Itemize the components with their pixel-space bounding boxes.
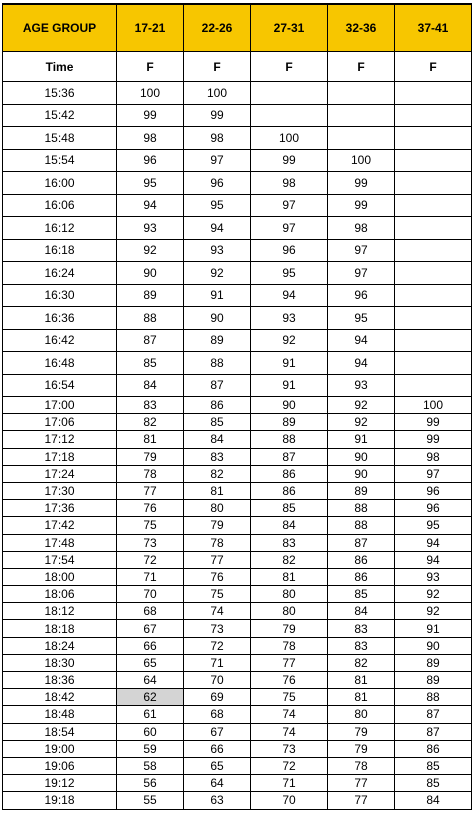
score-cell: 89 [251, 414, 328, 431]
time-cell: 16:18 [3, 239, 117, 262]
table-header [3, 4, 472, 82]
sub-header-f: F [117, 52, 184, 82]
score-cell [395, 284, 472, 307]
table-row [3, 568, 472, 585]
score-cell: 94 [328, 329, 395, 352]
score-cell: 98 [117, 127, 184, 150]
score-cell: 94 [395, 551, 472, 568]
score-cell: 67 [184, 723, 251, 740]
time-cell: 18:30 [3, 654, 117, 671]
table-row [3, 104, 472, 127]
score-cell: 86 [251, 465, 328, 482]
time-column-header: Time [3, 52, 117, 82]
score-cell: 97 [328, 262, 395, 285]
score-cell: 84 [184, 431, 251, 448]
score-cell: 86 [328, 551, 395, 568]
age-group-27-31: 27-31 [251, 4, 328, 52]
score-cell: 94 [395, 534, 472, 551]
table-row [3, 172, 472, 195]
time-cell: 16:12 [3, 217, 117, 240]
score-cell: 85 [395, 775, 472, 792]
table-row [3, 723, 472, 740]
score-cell: 59 [117, 740, 184, 757]
table-row [3, 534, 472, 551]
score-cell: 82 [328, 654, 395, 671]
table-row [3, 82, 472, 105]
table-row [3, 374, 472, 397]
score-cell: 89 [117, 284, 184, 307]
time-cell: 18:18 [3, 620, 117, 637]
score-cell [395, 352, 472, 375]
score-cell: 82 [251, 551, 328, 568]
sub-header-f: F [184, 52, 251, 82]
time-cell: 19:12 [3, 775, 117, 792]
table-row [3, 740, 472, 757]
score-cell: 99 [395, 414, 472, 431]
score-cell: 70 [184, 672, 251, 689]
score-cell: 71 [251, 775, 328, 792]
score-cell: 78 [117, 465, 184, 482]
score-cell: 88 [395, 689, 472, 706]
score-cell: 98 [184, 127, 251, 150]
score-cell: 92 [117, 239, 184, 262]
score-cell: 96 [184, 172, 251, 195]
score-cell [251, 104, 328, 127]
score-cell: 89 [184, 329, 251, 352]
score-cell: 96 [328, 284, 395, 307]
score-cell: 77 [117, 482, 184, 499]
score-cell [328, 127, 395, 150]
score-cell: 74 [251, 723, 328, 740]
score-cell: 80 [328, 706, 395, 723]
score-cell [395, 172, 472, 195]
time-cell: 17:42 [3, 517, 117, 534]
score-cell: 78 [328, 757, 395, 774]
score-cell: 99 [117, 104, 184, 127]
score-cell [395, 374, 472, 397]
time-cell: 15:48 [3, 127, 117, 150]
table-row [3, 757, 472, 774]
score-cell: 87 [395, 706, 472, 723]
score-cell: 98 [395, 448, 472, 465]
score-cell: 82 [117, 414, 184, 431]
time-cell: 16:36 [3, 307, 117, 330]
score-cell: 63 [184, 792, 251, 809]
time-cell: 16:06 [3, 194, 117, 217]
score-cell [395, 104, 472, 127]
score-cell: 77 [328, 775, 395, 792]
score-cell: 66 [117, 637, 184, 654]
score-cell: 87 [184, 374, 251, 397]
score-cell: 84 [395, 792, 472, 809]
time-cell: 18:00 [3, 568, 117, 585]
score-cell: 78 [251, 637, 328, 654]
score-cell: 77 [328, 792, 395, 809]
table-row [3, 706, 472, 723]
score-cell: 94 [117, 194, 184, 217]
table-row [3, 482, 472, 499]
table-row [3, 397, 472, 414]
time-cell: 19:00 [3, 740, 117, 757]
table-row [3, 352, 472, 375]
score-cell [328, 82, 395, 105]
score-cell [395, 262, 472, 285]
score-cell: 91 [395, 620, 472, 637]
score-cell: 100 [117, 82, 184, 105]
table-row [3, 517, 472, 534]
score-cell: 91 [328, 431, 395, 448]
score-cell: 83 [328, 620, 395, 637]
score-cell: 88 [328, 517, 395, 534]
score-cell: 86 [328, 568, 395, 585]
score-cell: 73 [184, 620, 251, 637]
table-row [3, 127, 472, 150]
time-cell: 17:06 [3, 414, 117, 431]
score-cell: 75 [184, 586, 251, 603]
table-row [3, 194, 472, 217]
score-cell: 99 [251, 149, 328, 172]
score-cell: 96 [251, 239, 328, 262]
score-cell: 71 [184, 654, 251, 671]
score-cell: 92 [184, 262, 251, 285]
score-cell: 84 [328, 603, 395, 620]
score-cell: 88 [328, 500, 395, 517]
score-cell: 60 [117, 723, 184, 740]
score-cell: 79 [184, 517, 251, 534]
time-cell: 17:24 [3, 465, 117, 482]
table-row [3, 284, 472, 307]
time-cell: 18:06 [3, 586, 117, 603]
table-body [3, 82, 472, 810]
score-cell: 81 [328, 689, 395, 706]
score-cell: 87 [117, 329, 184, 352]
time-cell: 16:30 [3, 284, 117, 307]
time-cell: 18:54 [3, 723, 117, 740]
score-cell: 93 [328, 374, 395, 397]
table-row [3, 431, 472, 448]
table-row [3, 500, 472, 517]
score-cell: 80 [251, 586, 328, 603]
score-cell: 100 [184, 82, 251, 105]
time-cell: 16:00 [3, 172, 117, 195]
score-cell: 79 [328, 740, 395, 757]
time-cell: 16:54 [3, 374, 117, 397]
score-cell: 87 [251, 448, 328, 465]
score-cell: 74 [251, 706, 328, 723]
time-cell: 19:18 [3, 792, 117, 809]
age-group-score-table [2, 3, 472, 810]
time-cell: 17:48 [3, 534, 117, 551]
score-cell: 97 [328, 239, 395, 262]
time-cell: 16:48 [3, 352, 117, 375]
score-cell: 91 [251, 374, 328, 397]
table-row [3, 307, 472, 330]
score-cell: 85 [328, 586, 395, 603]
table-row [3, 329, 472, 352]
score-cell: 90 [328, 448, 395, 465]
table-row [3, 654, 472, 671]
score-cell [395, 82, 472, 105]
score-cell [395, 239, 472, 262]
score-cell: 92 [395, 586, 472, 603]
score-cell: 62 [117, 689, 184, 706]
score-cell: 72 [117, 551, 184, 568]
score-cell: 100 [251, 127, 328, 150]
score-cell: 83 [117, 397, 184, 414]
score-cell: 70 [117, 586, 184, 603]
time-cell: 17:36 [3, 500, 117, 517]
score-cell: 66 [184, 740, 251, 757]
score-cell: 93 [251, 307, 328, 330]
time-cell: 17:12 [3, 431, 117, 448]
score-cell: 69 [184, 689, 251, 706]
score-cell: 81 [328, 672, 395, 689]
score-cell: 99 [328, 172, 395, 195]
time-cell: 15:54 [3, 149, 117, 172]
table-row [3, 586, 472, 603]
score-cell: 96 [395, 482, 472, 499]
score-cell: 64 [184, 775, 251, 792]
table-row [3, 262, 472, 285]
score-cell: 88 [117, 307, 184, 330]
score-cell: 76 [184, 568, 251, 585]
time-cell: 18:36 [3, 672, 117, 689]
score-cell: 99 [395, 431, 472, 448]
score-cell: 83 [251, 534, 328, 551]
score-cell: 77 [251, 654, 328, 671]
score-cell: 97 [251, 194, 328, 217]
score-cell: 98 [251, 172, 328, 195]
table-row [3, 672, 472, 689]
score-cell: 83 [184, 448, 251, 465]
score-cell: 90 [395, 637, 472, 654]
score-cell: 89 [395, 672, 472, 689]
age-group-22-26: 22-26 [184, 4, 251, 52]
score-cell: 87 [395, 723, 472, 740]
score-cell: 56 [117, 775, 184, 792]
score-cell: 90 [184, 307, 251, 330]
age-group-17-21: 17-21 [117, 4, 184, 52]
score-cell: 75 [117, 517, 184, 534]
score-cell: 93 [117, 217, 184, 240]
time-cell: 18:12 [3, 603, 117, 620]
score-cell: 91 [251, 352, 328, 375]
score-cell: 85 [395, 757, 472, 774]
time-cell: 16:24 [3, 262, 117, 285]
score-cell: 82 [184, 465, 251, 482]
sub-header-f: F [395, 52, 472, 82]
time-cell: 15:36 [3, 82, 117, 105]
score-cell: 95 [117, 172, 184, 195]
score-cell: 79 [251, 620, 328, 637]
score-cell: 76 [251, 672, 328, 689]
table-row [3, 448, 472, 465]
score-cell: 81 [251, 568, 328, 585]
score-cell: 68 [184, 706, 251, 723]
score-cell: 92 [395, 603, 472, 620]
score-cell [251, 82, 328, 105]
score-cell: 100 [328, 149, 395, 172]
score-cell [395, 194, 472, 217]
score-cell: 93 [395, 568, 472, 585]
time-cell: 17:30 [3, 482, 117, 499]
score-cell: 97 [184, 149, 251, 172]
score-cell: 88 [184, 352, 251, 375]
score-cell: 98 [328, 217, 395, 240]
score-cell: 65 [117, 654, 184, 671]
time-cell: 18:48 [3, 706, 117, 723]
score-cell: 73 [251, 740, 328, 757]
score-cell: 90 [117, 262, 184, 285]
score-cell: 68 [117, 603, 184, 620]
score-cell [395, 127, 472, 150]
score-cell [395, 329, 472, 352]
score-cell: 83 [328, 637, 395, 654]
score-cell: 86 [395, 740, 472, 757]
time-cell: 17:54 [3, 551, 117, 568]
score-cell: 91 [184, 284, 251, 307]
table-row [3, 239, 472, 262]
sub-header-f: F [251, 52, 328, 82]
score-cell: 77 [184, 551, 251, 568]
score-cell: 94 [251, 284, 328, 307]
score-cell: 84 [251, 517, 328, 534]
score-cell: 92 [328, 397, 395, 414]
score-cell: 88 [251, 431, 328, 448]
table-row [3, 465, 472, 482]
score-cell: 90 [328, 465, 395, 482]
time-cell: 17:18 [3, 448, 117, 465]
table-row [3, 217, 472, 240]
score-cell: 85 [184, 414, 251, 431]
score-cell [395, 307, 472, 330]
score-cell: 89 [328, 482, 395, 499]
age-group-label: AGE GROUP [3, 4, 117, 52]
sub-header-f: F [328, 52, 395, 82]
table-row [3, 551, 472, 568]
score-cell: 72 [251, 757, 328, 774]
score-cell: 90 [251, 397, 328, 414]
time-cell: 18:42 [3, 689, 117, 706]
score-cell [395, 217, 472, 240]
table-row [3, 792, 472, 809]
score-cell: 92 [251, 329, 328, 352]
age-group-header-row [3, 4, 472, 52]
score-cell: 64 [117, 672, 184, 689]
score-cell: 96 [395, 500, 472, 517]
score-cell: 97 [395, 465, 472, 482]
score-cell: 80 [251, 603, 328, 620]
score-cell: 87 [328, 534, 395, 551]
score-cell: 74 [184, 603, 251, 620]
score-cell: 79 [117, 448, 184, 465]
score-cell: 89 [395, 654, 472, 671]
score-cell: 97 [251, 217, 328, 240]
age-group-37-41: 37-41 [395, 4, 472, 52]
score-cell: 65 [184, 757, 251, 774]
table-row [3, 689, 472, 706]
score-cell: 95 [328, 307, 395, 330]
score-cell: 94 [328, 352, 395, 375]
score-cell: 75 [251, 689, 328, 706]
score-cell: 86 [184, 397, 251, 414]
time-cell: 19:06 [3, 757, 117, 774]
table-row [3, 149, 472, 172]
score-cell: 96 [117, 149, 184, 172]
table-row [3, 603, 472, 620]
score-cell: 85 [251, 500, 328, 517]
score-cell: 81 [117, 431, 184, 448]
score-cell: 84 [117, 374, 184, 397]
time-cell: 16:42 [3, 329, 117, 352]
score-cell: 86 [251, 482, 328, 499]
table-row [3, 414, 472, 431]
score-cell: 93 [184, 239, 251, 262]
score-cell: 85 [117, 352, 184, 375]
score-cell: 79 [328, 723, 395, 740]
score-cell: 70 [251, 792, 328, 809]
score-cell: 58 [117, 757, 184, 774]
score-cell [395, 149, 472, 172]
table-row [3, 620, 472, 637]
score-cell: 99 [328, 194, 395, 217]
score-cell: 78 [184, 534, 251, 551]
time-cell: 17:00 [3, 397, 117, 414]
score-cell: 80 [184, 500, 251, 517]
score-cell: 73 [117, 534, 184, 551]
score-cell: 67 [117, 620, 184, 637]
score-cell [328, 104, 395, 127]
score-cell: 95 [184, 194, 251, 217]
score-cell: 72 [184, 637, 251, 654]
table-row [3, 637, 472, 654]
score-cell: 81 [184, 482, 251, 499]
score-cell: 94 [184, 217, 251, 240]
score-cell: 76 [117, 500, 184, 517]
age-group-32-36: 32-36 [328, 4, 395, 52]
score-cell: 61 [117, 706, 184, 723]
score-cell: 95 [251, 262, 328, 285]
score-cell: 100 [395, 397, 472, 414]
score-cell: 99 [184, 104, 251, 127]
score-cell: 92 [328, 414, 395, 431]
table-row [3, 775, 472, 792]
sub-header-row [3, 52, 472, 82]
time-cell: 18:24 [3, 637, 117, 654]
score-cell: 71 [117, 568, 184, 585]
time-cell: 15:42 [3, 104, 117, 127]
score-cell: 95 [395, 517, 472, 534]
score-cell: 55 [117, 792, 184, 809]
